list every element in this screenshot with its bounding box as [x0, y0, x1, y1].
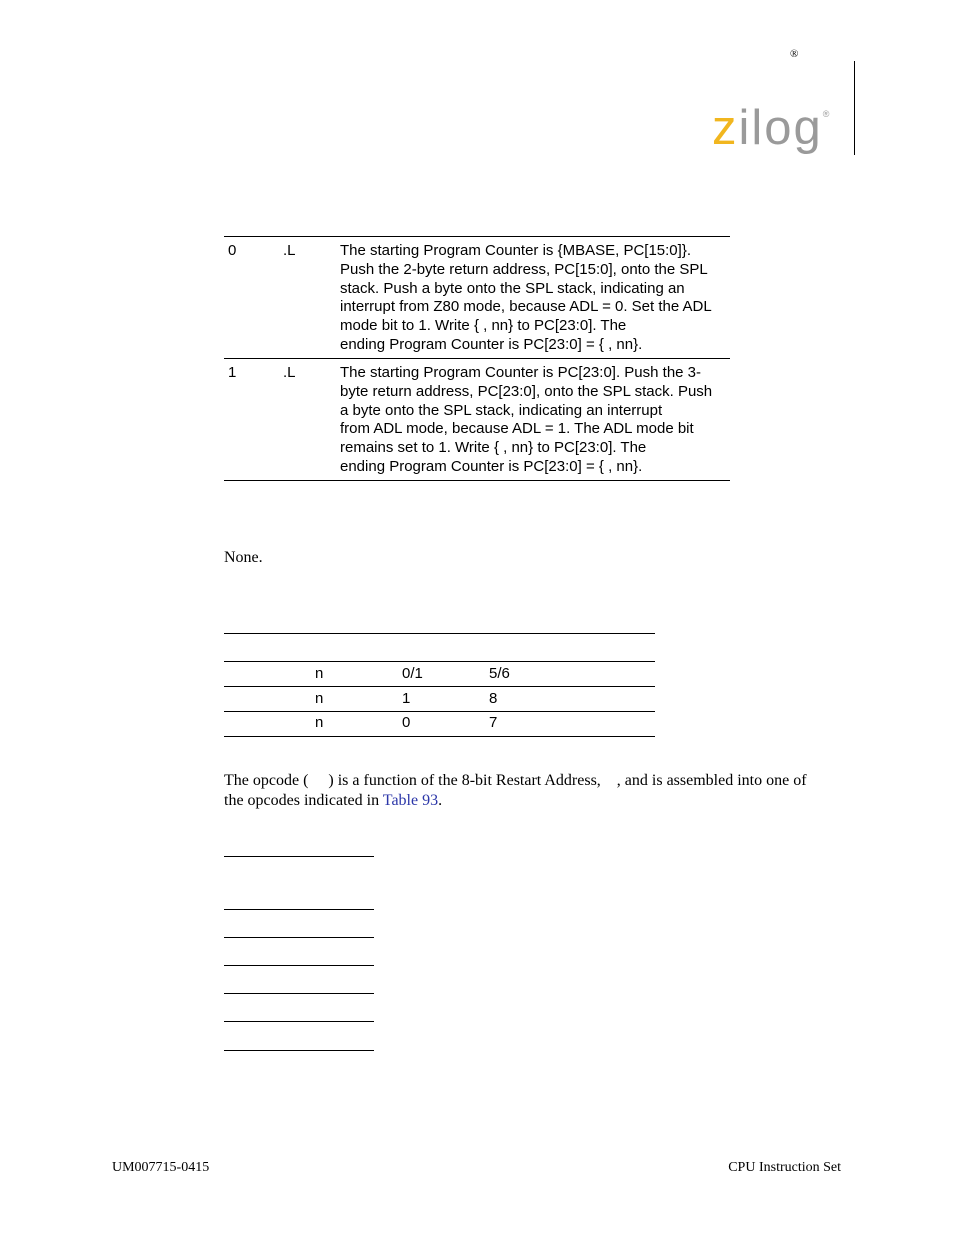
condition-bits-text: None.	[224, 549, 263, 566]
table-rule	[224, 965, 374, 966]
row-suffix: .L	[283, 364, 296, 381]
adl-cell: 1	[402, 690, 411, 707]
description-line: from ADL mode, because ADL = 1. The ADL mode bit	[340, 420, 694, 438]
cycles-cell: 5/6	[489, 665, 510, 682]
table-93-link[interactable]: Table 93	[382, 792, 439, 809]
description-line: stack. Push a byte onto the SPL stack, indicating an	[340, 279, 685, 297]
zilog-logo: zilog®	[712, 101, 832, 155]
description-line: ending Program Counter is PC[23:0] = { , nn}.	[340, 457, 643, 475]
operand-cell: n	[315, 665, 324, 682]
adl-cell: 0	[402, 714, 411, 731]
opcode-line: The opcode ( ) is a function of the 8-bit Restart Address, , and is assembled into one of	[224, 772, 807, 789]
opcode-line: the opcodes indicated in	[224, 792, 383, 809]
cycles-cell: 7	[489, 714, 498, 731]
row-adl-value: 0	[228, 242, 237, 259]
description-line: mode bit to 1. Write { , nn} to PC[23:0]. The	[340, 317, 627, 335]
footer-section-title: CPU Instruction Set	[728, 1160, 841, 1175]
opcode-line-end: .	[438, 792, 443, 809]
table-rule-bottom	[224, 736, 655, 737]
opcode-paragraph	[224, 771, 849, 811]
table-rule-top	[224, 236, 730, 237]
registered-trademark-mark: ®	[790, 48, 799, 60]
table-rule-header	[224, 661, 655, 662]
description-line: The starting Program Counter is {MBASE, PC[15:0]}.	[340, 242, 691, 259]
operand-cell: n	[315, 690, 324, 707]
adl-cell: 0/1	[402, 665, 423, 682]
row-suffix: .L	[283, 242, 296, 259]
row-description	[340, 364, 735, 477]
table-rule	[224, 909, 374, 910]
description-line: interrupt from Z80 mode, because ADL = 0. Set the ADL	[340, 298, 712, 316]
footer-doc-id: UM007715-0415	[112, 1160, 210, 1175]
row-description	[340, 242, 735, 355]
table-rule	[224, 937, 374, 938]
table-rule	[224, 993, 374, 994]
table-rule	[224, 686, 655, 687]
description-line: ending Program Counter is PC[23:0] = { , nn}.	[340, 335, 643, 353]
header-divider	[854, 61, 855, 155]
description-line: The starting Program Counter is PC[23:0]. Push the 3-	[340, 364, 702, 381]
table-rule	[224, 711, 655, 712]
table-rule-top	[224, 633, 655, 634]
description-line: Push the 2-byte return address, PC[15:0], onto the SPL	[340, 260, 708, 278]
table-rule	[224, 1021, 374, 1022]
description-line: remains set to 1. Write { , nn} to PC[23:0]. The	[340, 439, 647, 457]
table-rule-middle	[224, 358, 730, 359]
row-adl-value: 1	[228, 364, 237, 381]
table-rule-bottom	[224, 480, 730, 481]
table-rule	[224, 856, 374, 857]
description-line: a byte onto the SPL stack, indicating an interrupt	[340, 401, 663, 419]
description-line: byte return address, PC[23:0], onto the SPL stack. Push	[340, 382, 713, 400]
operand-cell: n	[315, 714, 324, 731]
cycles-cell: 8	[489, 690, 498, 707]
table-rule	[224, 1050, 374, 1051]
